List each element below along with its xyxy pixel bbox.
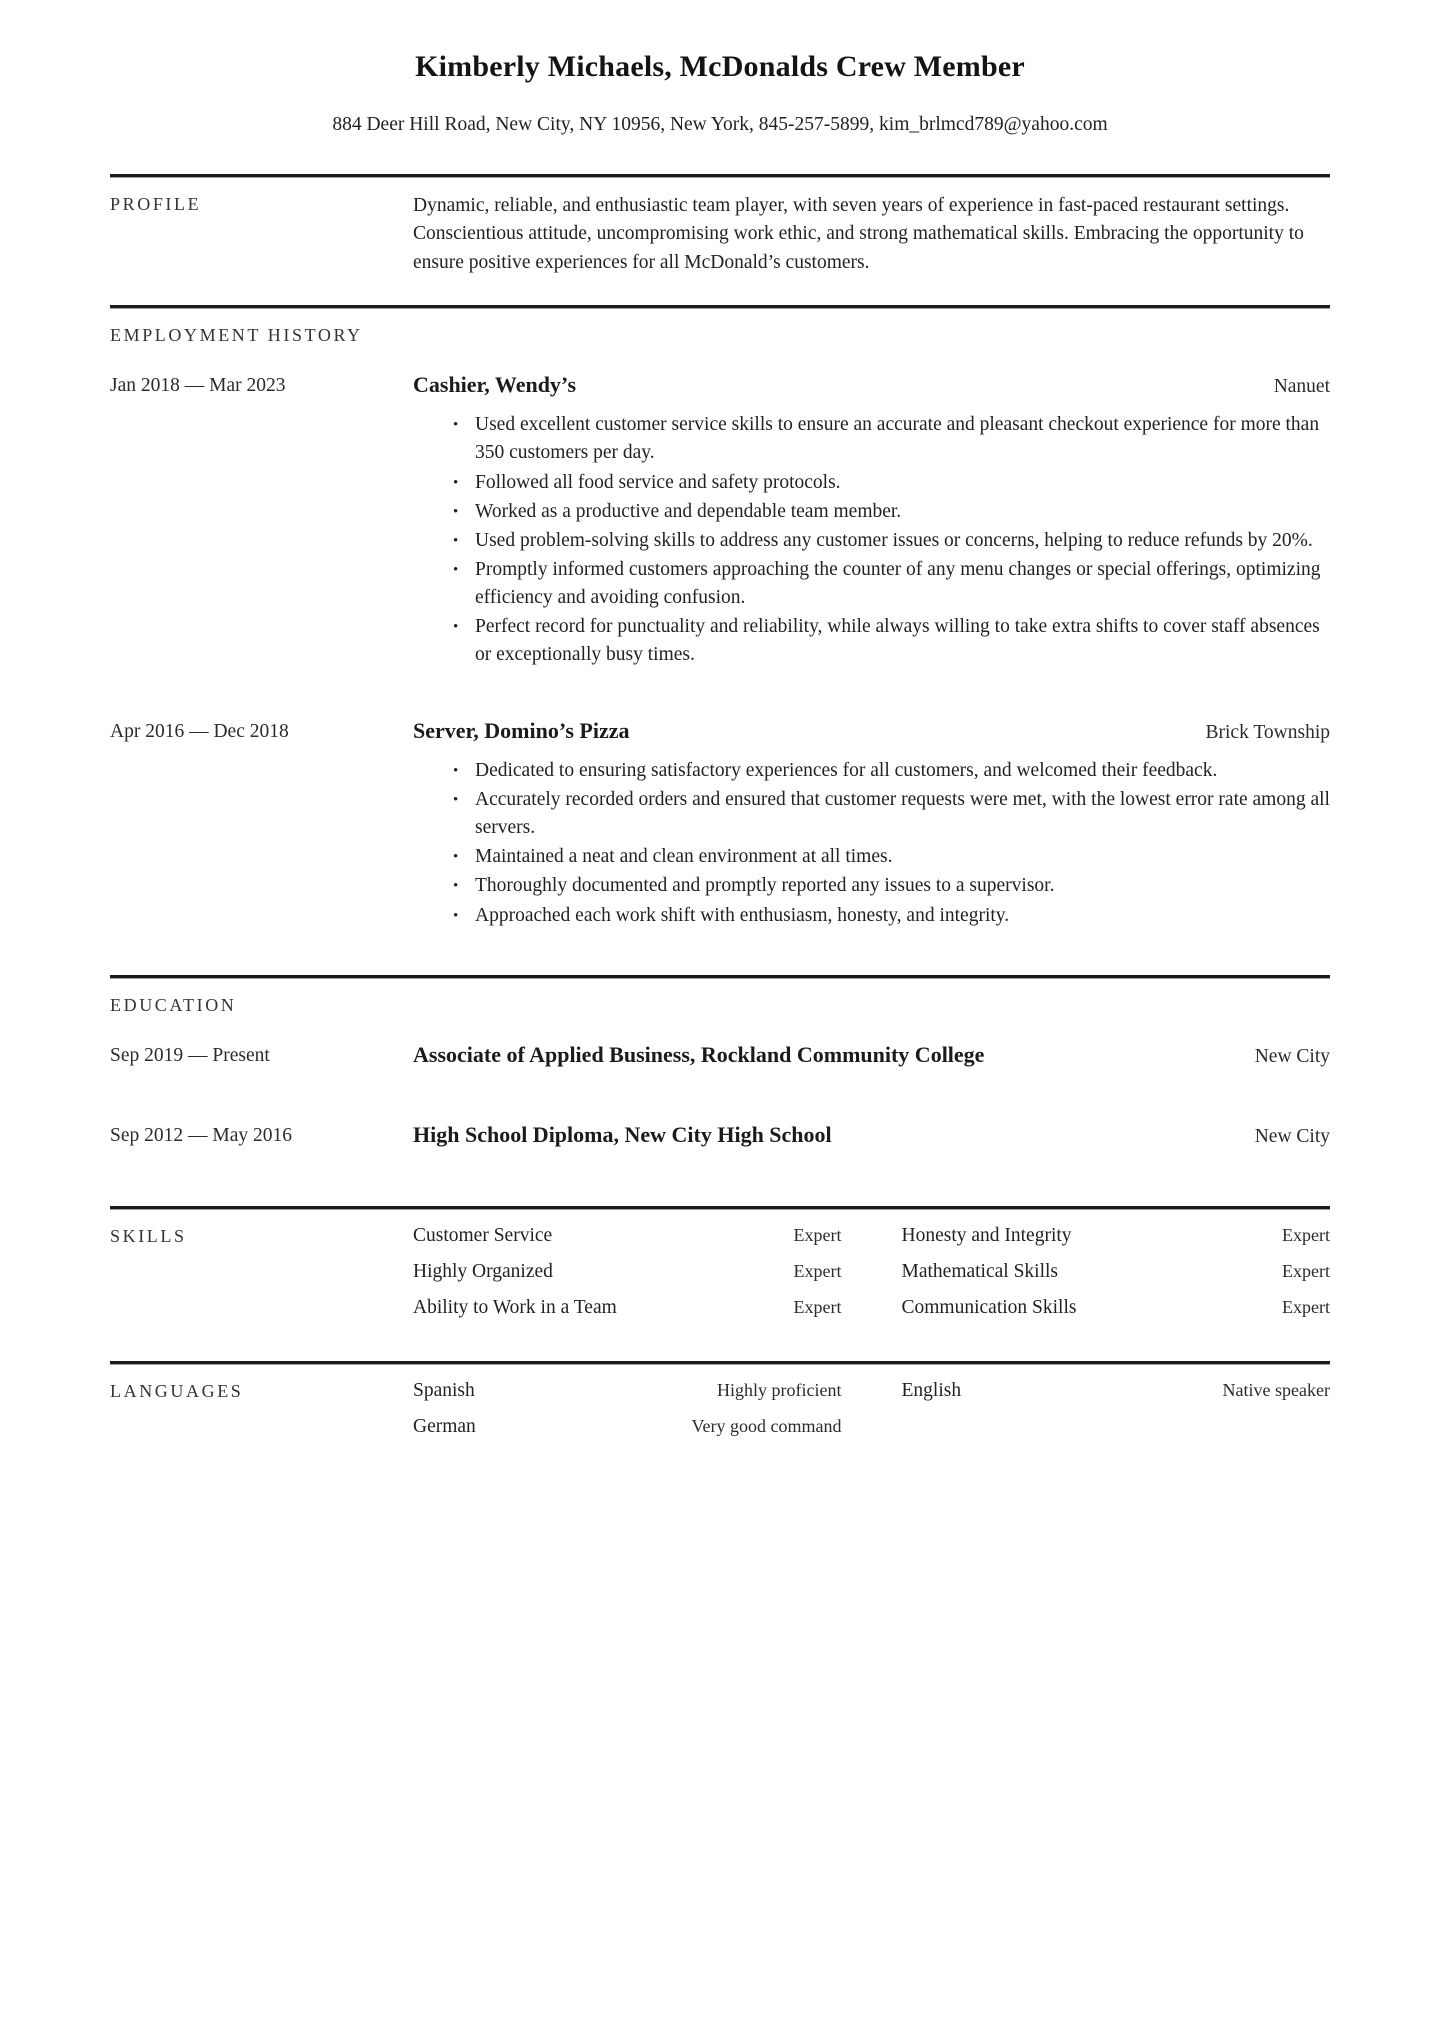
job-entry: [110, 718, 1330, 930]
language-level: Native speaker: [1222, 1379, 1330, 1400]
job-heading-row: [413, 718, 1330, 744]
skill-item: [902, 1261, 1331, 1283]
education-entry: [110, 1122, 1330, 1148]
job-content: [413, 372, 1330, 670]
education-content: [413, 1042, 1330, 1068]
job-location: Brick Township: [1205, 722, 1330, 744]
skills-section: [110, 1206, 1330, 1361]
education-heading-row: [413, 1122, 1330, 1148]
language-item: [413, 1380, 842, 1402]
job-dates: Apr 2016 — Dec 2018: [110, 721, 289, 743]
job-content: [413, 718, 1330, 930]
job-bullet: • Worked as a productive and dependable team member.: [451, 498, 1330, 526]
job-dates: Jan 2018 — Mar 2023: [110, 375, 286, 397]
education-section-label: EDUCATION: [110, 994, 237, 1015]
skill-name: Customer Service: [413, 1224, 553, 1246]
job-bullet: • Thoroughly documented and promptly reported any issues to a supervisor.: [451, 872, 1330, 900]
skill-level: Expert: [793, 1260, 842, 1281]
skill-name: Communication Skills: [901, 1296, 1077, 1318]
job-title: Cashier, Wendy’s: [413, 372, 577, 398]
language-name: Spanish: [413, 1379, 475, 1401]
skill-item: [902, 1297, 1331, 1319]
education-location: New City: [1254, 1045, 1330, 1067]
job-bullet: • Accurately recorded orders and ensured that customer requests were met, with the lowest error rate among all servers.: [451, 786, 1330, 842]
education-dates: Sep 2019 — Present: [110, 1044, 270, 1066]
profile-content: [413, 192, 1330, 277]
job-title: Server, Domino’s Pizza: [413, 718, 630, 744]
skill-item: [413, 1261, 842, 1283]
skills-grid: [413, 1224, 1330, 1319]
language-name: English: [901, 1379, 962, 1401]
profile-summary-text: Dynamic, reliable, and enthusiastic team player, with seven years of experience in fast-paced restaurant settings. Conscientious attitude, uncompromising work ethic, and strong mathematical skills. Embracing the opportunity to ensure positive experiences for all McDonald’s customers.: [413, 195, 1304, 273]
skill-level: Expert: [1282, 1224, 1330, 1245]
languages-section: [110, 1361, 1330, 1480]
skill-item: [413, 1225, 842, 1247]
skill-level: Expert: [793, 1296, 842, 1317]
skill-name: Ability to Work in a Team: [413, 1296, 617, 1318]
profile-section: [110, 174, 1330, 305]
job-heading-row: [413, 372, 1330, 398]
skill-level: Expert: [793, 1224, 842, 1245]
skill-item: [413, 1297, 842, 1319]
job-bullet-list: [413, 411, 1330, 669]
job-bullet-list: [413, 757, 1330, 929]
skill-name: Mathematical Skills: [901, 1260, 1059, 1282]
education-location: New City: [1254, 1125, 1330, 1147]
education-dates: Sep 2012 — May 2016: [110, 1124, 292, 1146]
skill-name: Honesty and Integrity: [901, 1224, 1072, 1246]
skill-name: Highly Organized: [413, 1260, 553, 1282]
language-item: [413, 1416, 842, 1438]
job-bullet: • Dedicated to ensuring satisfactory experiences for all customers, and welcomed their feedback.: [451, 757, 1330, 785]
education-title: High School Diploma, New City High School: [413, 1121, 832, 1147]
job-location: Nanuet: [1273, 376, 1330, 398]
language-level: Very good command: [691, 1415, 842, 1436]
employment-section: [110, 305, 1330, 974]
education-heading-row: [413, 1042, 1330, 1068]
job-bullet: • Used excellent customer service skills to ensure an accurate and pleasant checkout experience for more than 350 customers per day.: [451, 411, 1330, 467]
languages-section-label: LANGUAGES: [110, 1380, 244, 1401]
education-content: [413, 1122, 1330, 1148]
language-item: [902, 1380, 1331, 1402]
job-bullet: • Maintained a neat and clean environment at all times.: [451, 843, 1330, 871]
education-title: Associate of Applied Business, Rockland Community College: [413, 1041, 985, 1067]
job-bullet: • Perfect record for punctuality and reliability, while always willing to take extra shifts to cover staff absences or exceptionally busy times.: [451, 613, 1330, 669]
skill-level: Expert: [1282, 1296, 1330, 1317]
skills-section-label: SKILLS: [110, 1225, 187, 1246]
resume-name-title: Kimberly Michaels, McDonalds Crew Member: [415, 50, 1025, 83]
job-bullet: • Approached each work shift with enthusiasm, honesty, and integrity.: [451, 902, 1330, 930]
job-bullet: • Used problem-solving skills to address any customer issues or concerns, helping to reduce refunds by 20%.: [451, 527, 1330, 555]
job-bullet: • Followed all food service and safety protocols.: [451, 469, 1330, 497]
profile-section-label: PROFILE: [110, 194, 202, 214]
job-bullet: • Promptly informed customers approaching the counter of any menu changes or special offerings, optimizing efficiency and avoiding confusion.: [451, 556, 1330, 612]
language-name: German: [413, 1415, 476, 1437]
skill-item: [902, 1225, 1331, 1247]
languages-grid: [413, 1379, 1330, 1438]
employment-section-label: EMPLOYMENT HISTORY: [110, 325, 363, 346]
job-entry: [110, 372, 1330, 670]
education-section: [110, 975, 1330, 1206]
education-entry: [110, 1042, 1330, 1068]
skill-level: Expert: [1282, 1260, 1330, 1281]
contact-info: 884 Deer Hill Road, New City, NY 10956, New York, 845-257-5899, kim_brlmcd789@yahoo.com: [332, 114, 1108, 135]
language-level: Highly proficient: [717, 1379, 842, 1400]
